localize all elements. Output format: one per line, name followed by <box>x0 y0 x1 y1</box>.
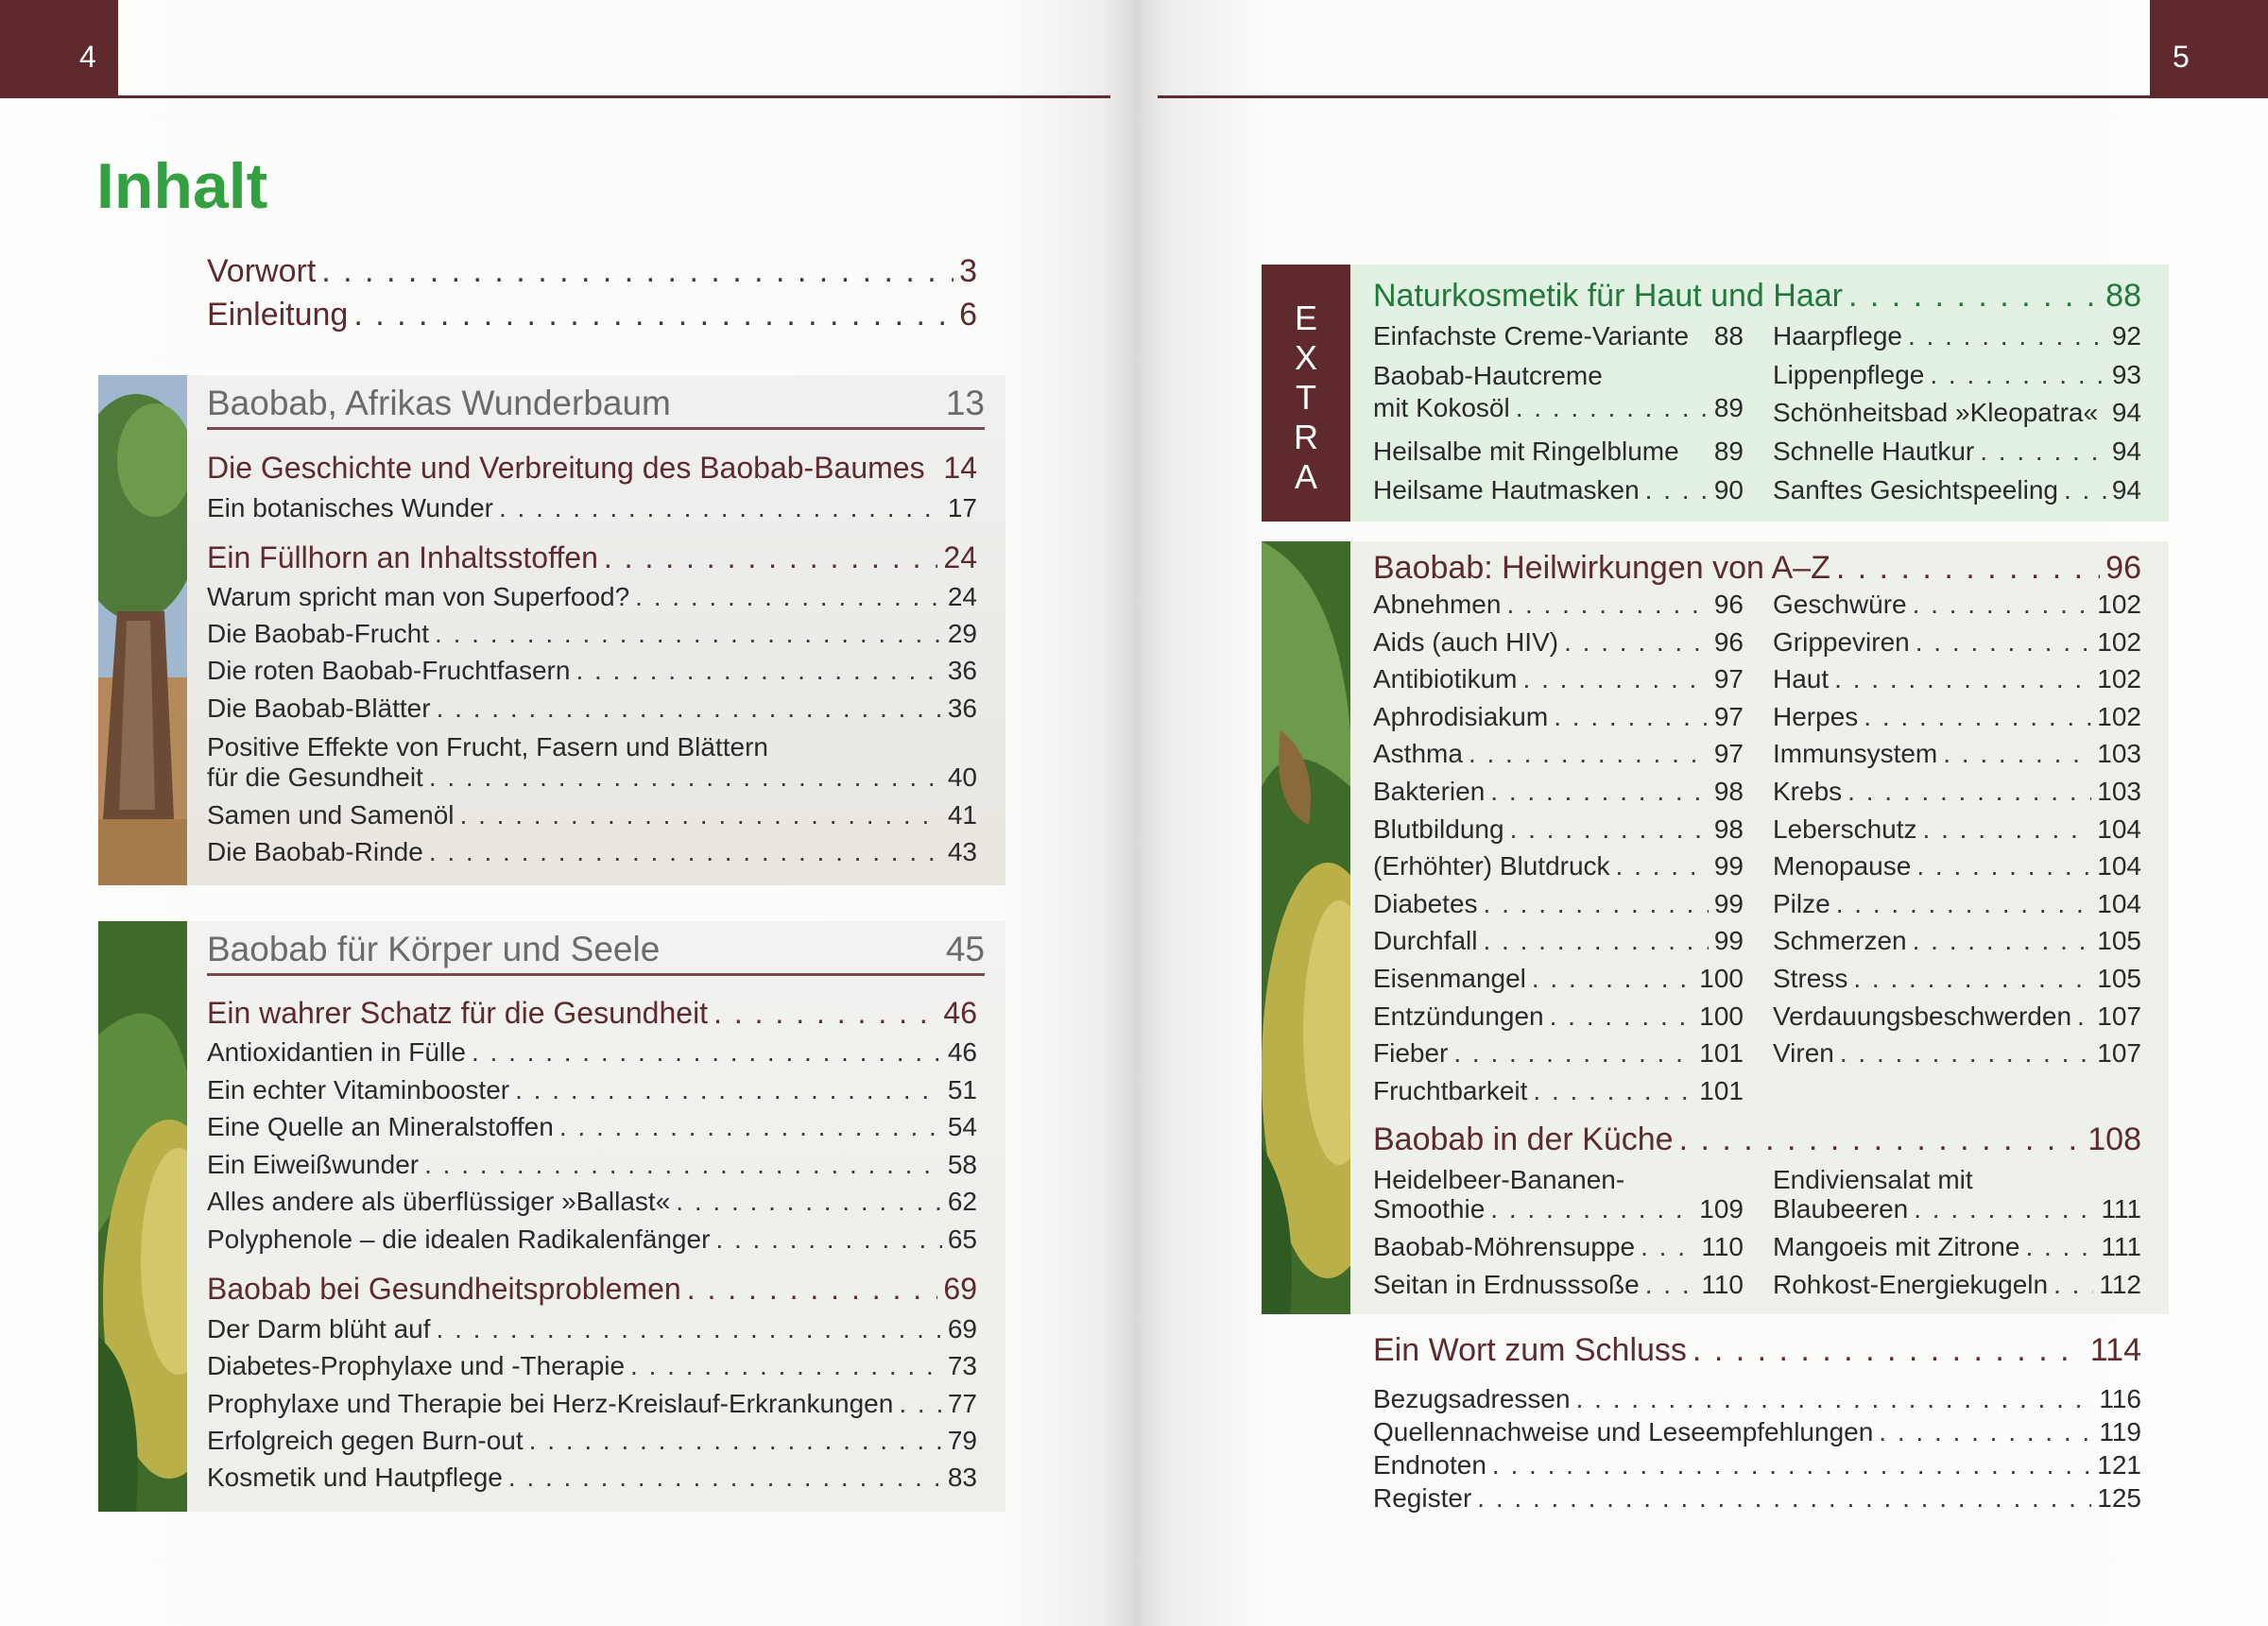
toc-page: 99 <box>1713 926 1744 956</box>
toc-page: 111 <box>2101 1232 2141 1261</box>
toc-chapter[interactable] <box>207 996 977 1031</box>
toc-entry[interactable] <box>207 1389 977 1419</box>
toc-page: 54 <box>947 1112 977 1141</box>
section-title: Baobab, Afrikas Wunderbaum <box>207 384 671 422</box>
toc-page: 102 <box>2097 701 2141 731</box>
toc-label: Baobab: Heilwirkungen von A–Z <box>1373 550 1830 586</box>
toc-page: 46 <box>947 1037 977 1067</box>
toc-entry[interactable] <box>1773 436 2141 467</box>
toc-entry[interactable] <box>1373 627 1744 658</box>
toc-label: Prophylaxe und Therapie bei Herz-Kreislauf-Erkrankungen <box>207 1389 894 1418</box>
toc-page: 100 <box>1699 964 1744 993</box>
toc-label: Heilsalbe mit Ringelblume <box>1373 436 1679 466</box>
toc-entry[interactable] <box>207 837 977 867</box>
toc-entry-line1: Endiviensalat mit <box>1773 1165 1973 1194</box>
toc-label: Eine Quelle an Mineralstoffen <box>207 1112 554 1141</box>
toc-label: Heilsame Hautmasken <box>1373 475 1640 505</box>
toc-label: Entzündungen <box>1373 1001 1544 1031</box>
toc-label: Alles andere als überflüssiger »Ballast« <box>207 1187 671 1216</box>
toc-page: 62 <box>947 1187 977 1216</box>
toc-page: 114 <box>2089 1332 2141 1368</box>
toc-entry[interactable] <box>1373 1038 1744 1069</box>
toc-label: (Erhöhter) Blutdruck <box>1373 851 1610 881</box>
toc-entry[interactable] <box>1373 436 1744 467</box>
toc-entry-line1: Baobab-Hautcreme <box>1373 361 1603 390</box>
toc-label: Ein echter Vitaminbooster <box>207 1075 510 1104</box>
toc-page: 102 <box>2097 664 2141 694</box>
toc-page: 116 <box>2099 1384 2141 1413</box>
toc-chapter[interactable] <box>207 540 977 575</box>
toc-entry[interactable] <box>1773 1270 2141 1300</box>
toc-entry[interactable] <box>1773 664 2141 694</box>
toc-page: 108 <box>2088 1121 2141 1157</box>
toc-page: 65 <box>947 1224 977 1254</box>
toc-label: Bakterien <box>1373 777 1486 806</box>
toc-entry[interactable] <box>207 1463 977 1493</box>
toc-page: 105 <box>2097 926 2141 956</box>
toc-label: Grippeviren <box>1773 626 1910 657</box>
toc-page: 69 <box>943 1272 977 1306</box>
toc-label: Register <box>1373 1483 1472 1513</box>
toc-label: Antibiotikum <box>1373 664 1518 694</box>
toc-entry[interactable] <box>1373 1384 2141 1414</box>
toc-entry[interactable] <box>1773 590 2141 620</box>
baobab-tree-image <box>98 375 187 885</box>
toc-page: 99 <box>1713 851 1744 881</box>
toc-page: 41 <box>947 800 977 830</box>
toc-page: 40 <box>947 762 977 792</box>
toc-label: Polyphenole – die idealen Radikalenfänger <box>207 1224 711 1254</box>
toc-label: Erfolgreich gegen Burn-out <box>207 1426 524 1455</box>
toc-entry[interactable] <box>207 1351 977 1381</box>
toc-entry[interactable] <box>1373 1001 1744 1032</box>
toc-page: 111 <box>2101 1194 2141 1224</box>
toc-page: 98 <box>1713 777 1744 806</box>
toc-entry[interactable] <box>1373 1194 1744 1224</box>
section-title: Baobab für Körper und Seele <box>207 930 661 968</box>
toc-page: 24 <box>943 540 977 574</box>
toc-label: Endnoten <box>1373 1450 1486 1480</box>
toc-page: 90 <box>1713 475 1744 505</box>
toc-label: Baobab-Möhrensuppe <box>1373 1232 1636 1261</box>
toc-label: Immunsystem <box>1773 739 1938 769</box>
toc-label: Blaubeeren <box>1773 1194 1909 1224</box>
toc-page: 97 <box>1713 664 1744 694</box>
toc-label: Die Geschichte und Verbreitung des Baobab-Baumes <box>207 451 925 485</box>
toc-label: Krebs <box>1773 777 1843 806</box>
toc-chapter[interactable] <box>207 451 977 486</box>
toc-entry[interactable] <box>1773 926 2141 956</box>
toc-label: Ein Füllhorn an Inhaltsstoffen <box>207 540 598 574</box>
toc-label: Ein wahrer Schatz für die Gesundheit <box>207 996 709 1030</box>
toc-page: 101 <box>1699 1075 1744 1105</box>
toc-entry[interactable] <box>1373 393 1744 423</box>
toc-label: Herpes <box>1773 701 1859 731</box>
toc-label: Stress <box>1773 964 1848 993</box>
toc-entry[interactable] <box>1373 814 1744 845</box>
baobab-fruit-image <box>1262 541 1350 1314</box>
toc-page: 105 <box>2097 964 2141 993</box>
toc-page: 94 <box>2111 436 2141 466</box>
baobab-fruit-image <box>98 921 187 1512</box>
toc-page: 98 <box>1713 813 1744 844</box>
toc-label: Einfachste Creme-Variante <box>1373 321 1690 351</box>
toc-label: Seitan in Erdnusssoße <box>1373 1270 1640 1299</box>
toc-entry[interactable] <box>1373 475 1744 505</box>
toc-page: 6 <box>959 297 977 333</box>
toc-entry[interactable] <box>1373 739 1744 769</box>
top-rule-right <box>1158 95 2268 98</box>
toc-label: Blutbildung <box>1373 813 1504 844</box>
toc-label: Baobab bei Gesundheitsproblemen <box>207 1272 681 1306</box>
toc-page: 125 <box>2097 1483 2141 1513</box>
toc-entry[interactable] <box>1373 1076 1744 1106</box>
toc-label: Die Baobab-Rinde <box>207 837 423 866</box>
toc-chapter[interactable] <box>1373 1121 2141 1158</box>
extra-letter: E <box>1294 299 1317 337</box>
toc-label: Warum spricht man von Superfood? <box>207 582 630 611</box>
toc-label: Lippenpflege <box>1773 360 1925 389</box>
toc-label: Smoothie <box>1373 1194 1486 1224</box>
toc-label: Asthma <box>1373 739 1463 769</box>
toc-entry[interactable] <box>1773 360 2141 390</box>
toc-page: 110 <box>1701 1270 1744 1299</box>
toc-label: Aphrodisiakum <box>1373 701 1549 731</box>
toc-entry[interactable] <box>1373 590 1744 620</box>
page-number-right: 5 <box>2150 0 2268 98</box>
toc-label: Ein botanisches Wunder <box>207 493 493 522</box>
toc-label: für die Gesundheit <box>207 762 423 792</box>
toc-page: 73 <box>947 1351 977 1380</box>
toc-label: Abnehmen <box>1373 590 1502 619</box>
toc-entry[interactable] <box>1373 702 1744 732</box>
toc-page: 89 <box>1713 436 1744 466</box>
toc-page: 58 <box>947 1150 977 1179</box>
toc-entry[interactable] <box>1373 964 1744 994</box>
toc-label: Der Darm blüht auf <box>207 1314 431 1344</box>
section-page: 45 <box>945 930 985 968</box>
toc-entry[interactable] <box>207 493 977 523</box>
toc-entry[interactable] <box>1373 1483 2141 1514</box>
toc-entry[interactable] <box>207 1075 977 1105</box>
toc-page: 96 <box>1713 590 1744 619</box>
toc-entry[interactable] <box>1773 627 2141 658</box>
toc-page: 109 <box>1699 1194 1744 1224</box>
toc-label: Aids (auch HIV) <box>1373 626 1559 657</box>
top-rule-left <box>0 95 1110 98</box>
toc-entry[interactable] <box>207 253 977 290</box>
toc-entry-line1: Heidelbeer-Bananen- <box>1373 1165 1625 1194</box>
toc-chapter[interactable] <box>1373 278 2141 315</box>
toc-page: 88 <box>1713 321 1744 351</box>
toc-entry[interactable] <box>207 1187 977 1217</box>
extra-letter: T <box>1296 378 1316 417</box>
toc-label: Geschwüre <box>1773 590 1907 619</box>
toc-page: 107 <box>2097 1038 2141 1069</box>
toc-entry[interactable] <box>1373 1450 2141 1481</box>
toc-entry[interactable] <box>1373 1270 1744 1300</box>
toc-entry[interactable] <box>1773 777 2141 807</box>
toc-chapter[interactable] <box>1373 550 2141 587</box>
toc-entry[interactable] <box>1773 851 2141 881</box>
toc-page: 119 <box>2099 1417 2141 1446</box>
toc-entry[interactable] <box>1773 889 2141 919</box>
toc-page: 43 <box>947 837 977 866</box>
toc-page: 79 <box>947 1426 977 1455</box>
toc-label: Einleitung <box>207 297 349 333</box>
toc-entry[interactable] <box>1773 1232 2141 1262</box>
toc-page: 36 <box>947 693 977 723</box>
toc-label: Sanftes Gesichtspeeling <box>1773 475 2058 505</box>
toc-label: Kosmetik und Hautpflege <box>207 1463 503 1492</box>
toc-entry[interactable] <box>207 693 977 724</box>
toc-entry[interactable] <box>1373 926 1744 956</box>
toc-entry[interactable] <box>207 762 977 793</box>
toc-page: 96 <box>1713 626 1744 657</box>
toc-entry[interactable] <box>1373 1232 1744 1262</box>
toc-entry[interactable] <box>207 297 977 334</box>
toc-label: Haarpflege <box>1773 321 1902 351</box>
toc-page: 24 <box>947 582 977 611</box>
toc-page: 94 <box>2111 398 2141 427</box>
toc-page: 104 <box>2097 813 2141 844</box>
toc-label: Vorwort <box>207 253 317 289</box>
toc-entry[interactable] <box>1373 664 1744 694</box>
toc-page: 89 <box>1713 393 1744 422</box>
toc-label: Viren <box>1773 1038 1834 1069</box>
toc-label: Diabetes <box>1373 888 1478 918</box>
toc-entry[interactable] <box>1773 739 2141 769</box>
toc-label: Die Baobab-Frucht <box>207 619 430 648</box>
toc-entry[interactable] <box>207 582 977 612</box>
toc-entry[interactable] <box>1773 964 2141 994</box>
toc-page: 77 <box>947 1389 977 1418</box>
toc-page: 103 <box>2097 739 2141 769</box>
toc-entry[interactable] <box>1773 1194 2141 1224</box>
toc-entry[interactable] <box>207 1426 977 1456</box>
toc-page: 99 <box>1713 888 1744 918</box>
toc-label: Diabetes-Prophylaxe und -Therapie <box>207 1351 626 1380</box>
toc-page: 3 <box>959 253 977 289</box>
toc-entry[interactable] <box>207 1314 977 1344</box>
toc-label: Ein Wort zum Schluss <box>1373 1332 1687 1368</box>
extra-letter: R <box>1294 418 1318 456</box>
toc-page: 88 <box>2105 278 2141 314</box>
toc-label: Bezugsadressen <box>1373 1384 1571 1413</box>
toc-page: 29 <box>947 619 977 648</box>
toc-entry[interactable] <box>207 1112 977 1142</box>
section-page: 13 <box>945 384 985 422</box>
toc-entry[interactable] <box>1773 321 2141 351</box>
toc-entry[interactable] <box>1773 814 2141 845</box>
toc-label: Pilze <box>1773 888 1830 918</box>
toc-entry[interactable] <box>207 1037 977 1068</box>
page-number-left: 4 <box>0 0 118 98</box>
toc-label: Verdauungsbeschwerden <box>1773 1001 2072 1031</box>
toc-page: 121 <box>2097 1450 2141 1480</box>
toc-page: 112 <box>2099 1270 2141 1299</box>
toc-page: 83 <box>947 1463 977 1492</box>
toc-label: Naturkosmetik für Haut und Haar <box>1373 278 1843 314</box>
toc-label: Haut <box>1773 664 1830 694</box>
toc-page: 110 <box>1701 1232 1744 1261</box>
section-header[interactable] <box>207 930 985 976</box>
toc-label: Samen und Samenöl <box>207 800 455 830</box>
toc-page: 97 <box>1713 739 1744 769</box>
toc-entry[interactable] <box>207 1150 977 1180</box>
toc-label: Eisenmangel <box>1373 964 1526 993</box>
toc-chapter[interactable] <box>1373 1332 2141 1369</box>
toc-entry[interactable] <box>1373 889 1744 919</box>
toc-page: 69 <box>947 1314 977 1344</box>
toc-page: 94 <box>2111 475 2141 505</box>
toc-entry[interactable] <box>1773 475 2141 505</box>
toc-label: Baobab in der Küche <box>1373 1121 1674 1157</box>
toc-entry[interactable] <box>1773 1001 2141 1032</box>
toc-page: 104 <box>2097 851 2141 881</box>
extra-letter: X <box>1294 338 1317 377</box>
toc-label: Quellennachweise und Leseempfehlungen <box>1373 1417 1874 1446</box>
toc-label: Schnelle Hautkur <box>1773 436 1975 466</box>
toc-entry[interactable] <box>207 619 977 649</box>
extra-label <box>1262 265 1350 522</box>
toc-label: Die roten Baobab-Fruchtfasern <box>207 656 571 685</box>
toc-label: Schmerzen <box>1773 926 1907 956</box>
toc-label: Fieber <box>1373 1038 1449 1069</box>
toc-page: 14 <box>943 451 977 485</box>
toc-label: Durchfall <box>1373 926 1478 956</box>
toc-entry[interactable] <box>1373 851 1744 881</box>
toc-entry[interactable] <box>1373 1417 2141 1447</box>
toc-page: 17 <box>947 493 977 522</box>
section-header[interactable] <box>207 384 985 430</box>
toc-chapter[interactable] <box>207 1272 977 1307</box>
toc-page: 93 <box>2111 360 2141 389</box>
toc-entry[interactable] <box>1773 1038 2141 1069</box>
toc-entry[interactable] <box>1773 702 2141 732</box>
toc-page: 92 <box>2111 321 2141 351</box>
toc-label: Die Baobab-Blätter <box>207 693 431 723</box>
page-title: Inhalt <box>96 150 268 222</box>
toc-label: Menopause <box>1773 851 1912 881</box>
toc-page: 102 <box>2097 626 2141 657</box>
toc-label: Schönheitsbad »Kleopatra« <box>1773 398 2099 427</box>
toc-page: 46 <box>943 996 977 1030</box>
toc-page: 100 <box>1699 1001 1744 1031</box>
toc-label: Leberschutz <box>1773 813 1917 844</box>
toc-label: Fruchtbarkeit <box>1373 1075 1528 1105</box>
toc-page: 104 <box>2097 888 2141 918</box>
toc-entry[interactable] <box>207 1224 977 1255</box>
toc-entry-line1: Positive Effekte von Frucht, Fasern und Blättern <box>207 732 769 762</box>
toc-page: 51 <box>947 1075 977 1104</box>
toc-page: 107 <box>2097 1001 2141 1031</box>
extra-letter: A <box>1294 457 1317 496</box>
toc-label: Mangoeis mit Zitrone <box>1773 1232 2020 1261</box>
toc-page: 103 <box>2097 777 2141 806</box>
toc-entry[interactable] <box>1373 321 1744 351</box>
toc-label: Antioxidantien in Fülle <box>207 1037 466 1067</box>
toc-entry[interactable] <box>1773 398 2141 428</box>
toc-label: Ein Eiweißwunder <box>207 1150 420 1179</box>
toc-entry[interactable] <box>207 656 977 686</box>
toc-page: 96 <box>2105 550 2141 586</box>
toc-page: 97 <box>1713 701 1744 731</box>
toc-label: mit Kokosöl <box>1373 393 1510 422</box>
toc-page: 102 <box>2097 590 2141 619</box>
toc-entry[interactable] <box>207 800 977 830</box>
toc-entry[interactable] <box>1373 777 1744 807</box>
toc-label: Rohkost-Energiekugeln <box>1773 1270 2049 1299</box>
toc-page: 101 <box>1699 1038 1744 1069</box>
toc-page: 36 <box>947 656 977 685</box>
